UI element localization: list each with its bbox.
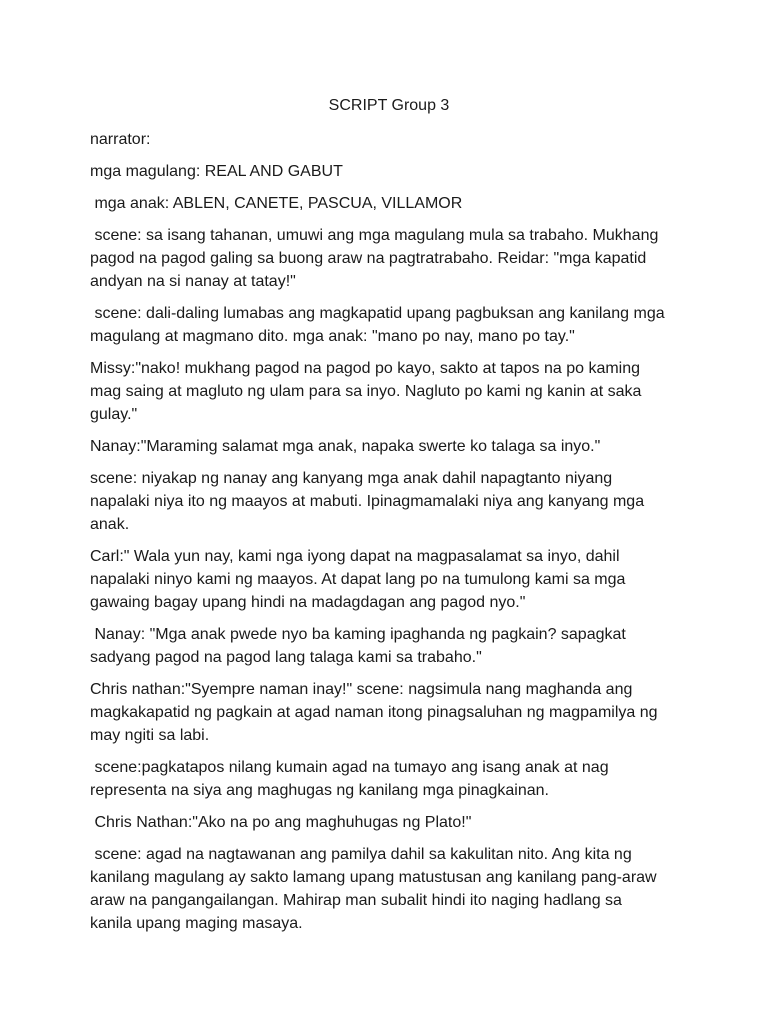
paragraph-missy: Missy:"nako! mukhang pagod na pagod po kayo, sakto at tapos na po kaming mag saing at magluto ng ulam para sa inyo. Nagluto po kami ng kanin at saka gulay.": [90, 360, 646, 423]
paragraph-carl: Carl:" Wala yun nay, kami nga iyong dapat na magpasalamat sa inyo, dahil napalaki ninyo kami ng maayos. At dapat lang po na tumulong kami sa mga gawaing bagay upang hindi na madagdagan ang pagod nyo.": [90, 548, 630, 611]
paragraph-children: mga anak: ABLEN, CANETE, PASCUA, VILLAMOR: [90, 195, 463, 212]
paragraph-chris-nathan-dishes: Chris Nathan:"Ako na po ang maghuhugas ng Plato!": [90, 814, 472, 831]
paragraph-nanay-thanks: Nanay:"Maraming salamat mga anak, napaka swerte ko talaga sa inyo.": [90, 438, 601, 455]
paragraph-nanay-request: Nanay: "Mga anak pwede nyo ba kaming ipaghanda ng pagkain? sapagkat sadyang pagod na pagod lang talaga kami sa trabaho.": [90, 626, 631, 666]
paragraph-chris-nathan-reply: Chris nathan:"Syempre naman inay!" scene: nagsimula nang maghanda ang magkakapatid ng pagkain at agad naman itong pinagsaluhan ng magpamilya ng may ngiti sa labi.: [90, 681, 662, 744]
paragraph-scene-hug: scene: niyakap ng nanay ang kanyang mga anak dahil napagtanto niyang napalaki niya ito ng maayos at mabuti. Ipinagmamalaki niya ang kanyang mga anak.: [90, 470, 649, 533]
paragraph-scene-greeting: scene: dali-daling lumabas ang magkapatid upang pagbuksan ang kanilang mga magulang at magmano dito. mga anak: "mano po nay, mano po tay.": [90, 305, 670, 345]
paragraph-parents: mga magulang: REAL AND GABUT: [90, 163, 343, 180]
paragraph-scene-ending: scene: agad na nagtawanan ang pamilya dahil sa kakulitan nito. Ang kita ng kanilang magulang ay sakto lamang upang matustusan ang kanilang pang-araw araw na pangangailangan. Mahirap man subalit hindi ito naging hadlang sa kanila upang maging masaya.: [90, 846, 662, 932]
document-title: SCRIPT Group 3: [328, 97, 450, 114]
paragraph-narrator: narrator:: [90, 131, 151, 148]
paragraph-scene-after-meal: scene:pagkatapos nilang kumain agad na tumayo ang isang anak at nag representa na siya ang maghugas ng kanilang mga pinagkainan.: [90, 759, 614, 799]
paragraph-scene-home: scene: sa isang tahanan, umuwi ang mga magulang mula sa trabaho. Mukhang pagod na pagod galing sa buong araw na pagtratrabaho. Reidar: "mga kapatid andyan na si nanay at tatay!": [90, 227, 663, 290]
